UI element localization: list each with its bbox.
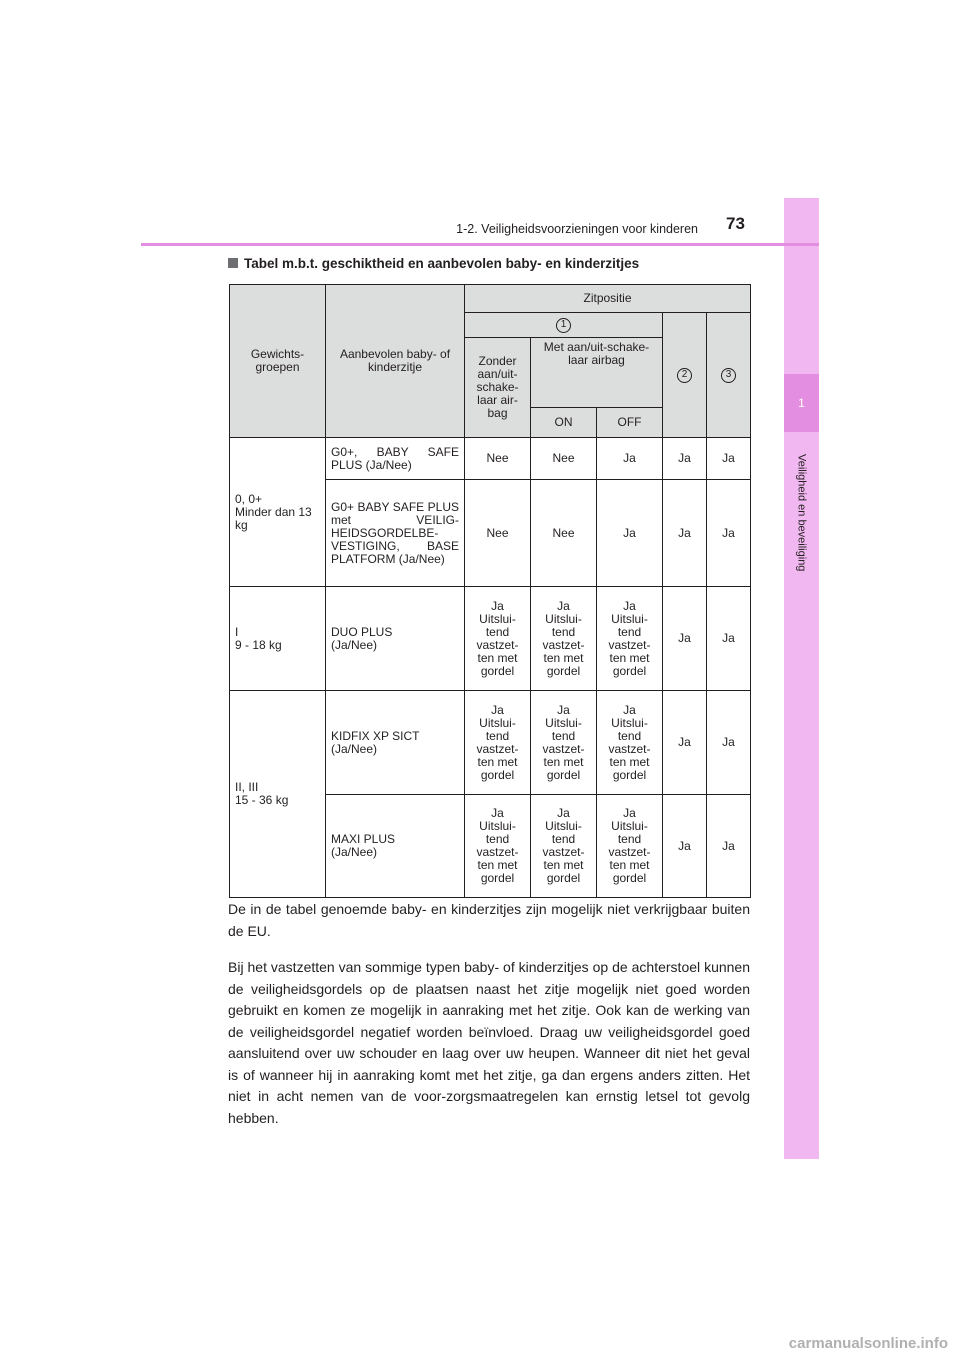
cell-position-1-no-switch: Nee [465, 438, 531, 480]
header-weight-groups: Gewichts-groepen [230, 285, 326, 438]
chapter-number-tab [784, 374, 819, 432]
section-heading-text: Tabel m.b.t. geschiktheid en aanbevolen baby- en kinderzitjes [244, 256, 640, 271]
paragraph-availability: De in de tabel genoemde baby- en kinderzitjes zijn mogelijk niet verkrijgbaar buiten de EU. [228, 901, 750, 939]
header-position-1 [465, 313, 663, 338]
cell-position-1-off: Ja Uitslui-tend vastzet-ten met gordel [597, 587, 663, 691]
weight-group-cell: 0, 0+ Minder dan 13 kg [230, 438, 326, 587]
seat-cell: G0+, BABY SAFE PLUS (Ja/Nee) [326, 438, 465, 480]
chapter-number: 1 [798, 396, 805, 410]
table-row [230, 587, 751, 691]
cell-position-1-off: Ja Uitslui-tend vastzet-ten met gordel [597, 691, 663, 795]
header-airbag-on: ON [531, 408, 597, 438]
circled-number-1-icon: 1 [556, 318, 571, 333]
cell-position-3: Ja [707, 587, 751, 691]
section-heading [228, 256, 639, 271]
seat-cell: G0+ BABY SAFE PLUS met VEILIG-HEIDSGORDELBE-VESTIGING, BASE PLATFORM (Ja/Nee) [326, 480, 465, 587]
cell-position-2: Ja [663, 480, 707, 587]
weight-group-cell: I 9 - 18 kg [230, 587, 326, 691]
cell-position-1-on: Ja Uitslui-tend vastzet-ten met gordel [531, 795, 597, 898]
cell-position-3: Ja [707, 795, 751, 898]
header-airbag-off: OFF [597, 408, 663, 438]
cell-position-2: Ja [663, 438, 707, 480]
cell-position-3: Ja [707, 480, 751, 587]
header-position-2 [663, 313, 707, 438]
cell-position-1-off: Ja Uitslui-tend vastzet-ten met gordel [597, 795, 663, 898]
cell-position-1-no-switch: Ja Uitslui-tend vastzet-ten met gordel [465, 795, 531, 898]
cell-position-1-on: Ja Uitslui-tend vastzet-ten met gordel [531, 587, 597, 691]
square-bullet-icon [228, 258, 238, 268]
seat-cell: MAXI PLUS (Ja/Nee) [326, 795, 465, 898]
header-with-airbag-switch: Met aan/uit-schake-laar airbag [531, 338, 663, 408]
header-position-3 [707, 313, 751, 438]
circled-number-2-icon: 2 [677, 368, 692, 383]
header-recommended-seat: Aanbevolen baby- of kinderzitje [326, 285, 465, 438]
table-row [230, 691, 751, 795]
cell-position-1-on: Ja Uitslui-tend vastzet-ten met gordel [531, 691, 597, 795]
cell-position-1-no-switch: Ja Uitslui-tend vastzet-ten met gordel [465, 691, 531, 795]
cell-position-3: Ja [707, 438, 751, 480]
paragraph-seatbelt-warning: Bij het vastzetten van sommige typen baby- of kinderzitjes op de achterstoel kunnen de veiligheidsgordels op de plaatsen naast het zitje mogelijk niet goed worden gebruikt en komen ze mogelijk in aanraking met het zitje. Ook kan de werking van de veiligheidsgordel negatief worden beïnvloed. Draag uw veiligheidsgordel goed aansluitend over uw schouder en laag over uw heupen. Wanneer dit niet het geval is of wanneer hij in aanraking komt met het zitje, ga dan ergens anders zitten. Het niet in acht nemen van de voor-zorgsmaatregelen kan ernstig letsel tot gevolg hebben. [228, 959, 750, 1126]
header-seat-position: Zitpositie [465, 285, 751, 313]
chapter-title-label [784, 438, 819, 588]
seat-cell: DUO PLUS (Ja/Nee) [326, 587, 465, 691]
chapter-side-bar [784, 198, 819, 1159]
seat-cell: KIDFIX XP SICT (Ja/Nee) [326, 691, 465, 795]
watermark: carmanualsonline.info [788, 1335, 948, 1352]
chapter-title: Veiligheid en beveiliging [795, 454, 808, 572]
seat-suitability-table [229, 284, 751, 898]
page-number: 73 [726, 214, 745, 233]
cell-position-1-no-switch: Nee [465, 480, 531, 587]
cell-position-1-off: Ja [597, 438, 663, 480]
cell-position-2: Ja [663, 691, 707, 795]
cell-position-3: Ja [707, 691, 751, 795]
cell-position-2: Ja [663, 795, 707, 898]
cell-position-1-on: Nee [531, 480, 597, 587]
header-rule [141, 243, 819, 246]
header-section-title: 1-2. Veiligheidsvoorzieningen voor kinderen [456, 222, 698, 236]
cell-position-2: Ja [663, 587, 707, 691]
cell-position-1-on: Nee [531, 438, 597, 480]
circled-number-3-icon: 3 [721, 368, 736, 383]
header-without-airbag-switch: Zonder aan/uit-schake-laar air-bag [465, 338, 531, 438]
weight-group-cell: II, III 15 - 36 kg [230, 691, 326, 898]
cell-position-1-off: Ja [597, 480, 663, 587]
cell-position-1-no-switch: Ja Uitslui-tend vastzet-ten met gordel [465, 587, 531, 691]
table-row [230, 438, 751, 480]
